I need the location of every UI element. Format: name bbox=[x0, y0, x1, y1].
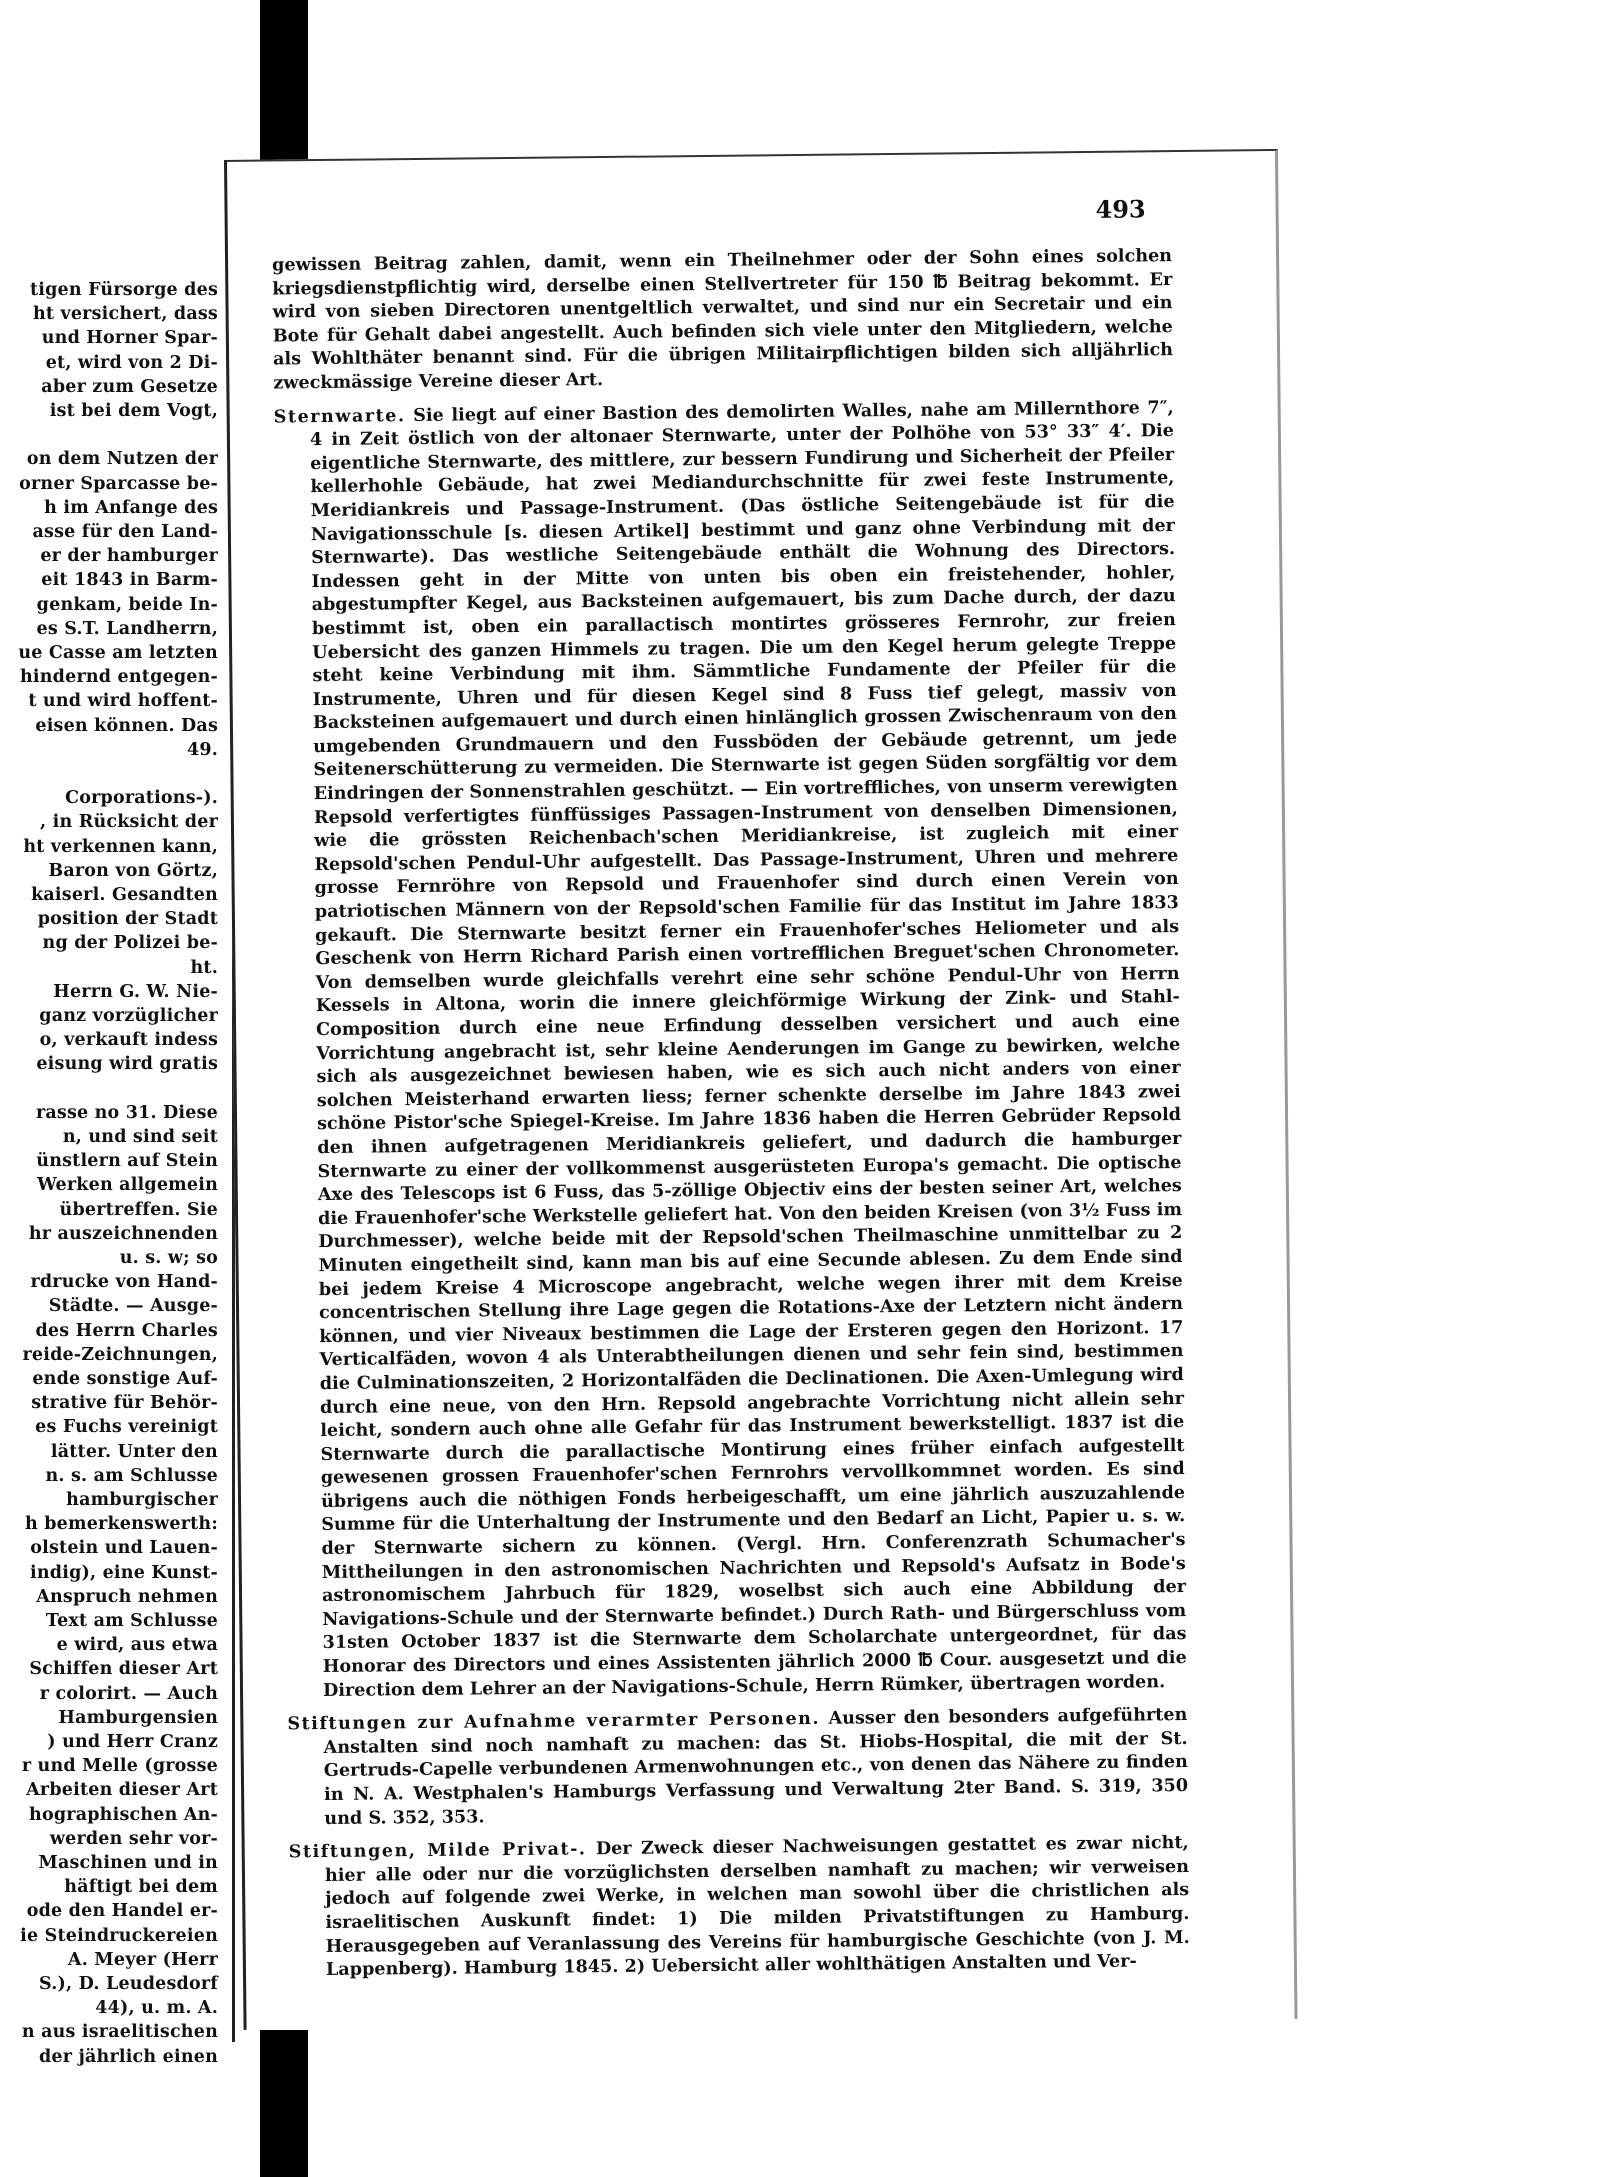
left-page-line: Hamburgensien bbox=[58, 1707, 218, 1728]
left-page-line: tigen Fürsorge des bbox=[29, 280, 218, 300]
left-page-line: hr auszeichnenden bbox=[28, 1223, 218, 1244]
left-page-line: werden sehr vor- bbox=[49, 1828, 218, 1849]
binding-strip-bottom bbox=[260, 2030, 308, 2177]
left-page-line: e wird, aus etwa bbox=[56, 1635, 218, 1656]
left-page-line: ende sonstige Auf- bbox=[32, 1369, 218, 1389]
left-page-line: Maschinen und in bbox=[38, 1853, 218, 1873]
left-page-line: eit 1843 in Barm- bbox=[41, 570, 218, 591]
left-page-line: hamburgischer bbox=[66, 1490, 218, 1510]
left-page-line: u. s. w; so bbox=[119, 1248, 218, 1268]
entry-heading: Stiftungen zur Aufnahme verarmter Personen. bbox=[287, 1708, 821, 1735]
left-page-line: o, verkauft indess bbox=[39, 1030, 218, 1051]
left-page-line: ie Steindruckereien bbox=[20, 1925, 218, 1946]
left-page-line: ht versichert, dass bbox=[32, 304, 218, 325]
left-page-line: reide-Zeichnungen, bbox=[22, 1344, 218, 1365]
right-page bbox=[224, 149, 1298, 2030]
left-page-line: Arbeiten dieser Art bbox=[26, 1780, 218, 1801]
entry-heading: Sternwarte. bbox=[273, 404, 406, 428]
entry-heading: Stiftungen, Milde Privat-. bbox=[288, 1838, 587, 1863]
left-page-line: r colorirt. — Auch bbox=[39, 1683, 218, 1704]
left-page-line: 44), u. m. A. bbox=[95, 1998, 218, 2019]
left-page-line: ue Casse am letzten bbox=[18, 643, 218, 663]
left-page-line: r und Melle (grosse bbox=[21, 1756, 218, 1777]
left-page-line: der jährlich einen bbox=[38, 2046, 218, 2067]
left-page-line: ist bei dem Vogt, bbox=[49, 401, 218, 421]
left-page-line: h bemerkenswerth: bbox=[25, 1514, 218, 1535]
left-page-line: , in Rücksicht der bbox=[40, 812, 218, 833]
left-page-line: orner Sparcasse be- bbox=[19, 473, 218, 494]
entry-body: Sie liegt auf einer Bastion des demolirten Walles, nahe am Millernthore 7″, 4 in Zeit östlich von der altonaer Sternwarte, unter der Polhöhe von 53° 33″ 4′. Die eigentliche Sternwarte, des mittlere, zur bessern Fundirung und Sicherheit der Pfeiler kellerhohle Gebäude, hat zwei Mediandurchschnitte für zwei feste Instrumente, Meridiankreis und Passage-Instrument. (Das östliche Seitengebäude ist für die Navigationsschule [s. diesen Artikel] bestimmt und ganz ohne Verbindung mit der Sternwarte). Das westliche Seitengebäude enthält die Wohnung des Directors. Indessen geht in der Mitte von unten bis oben ein freistehender, hohler, abgestumpfter Kegel, aus Backsteinen aufgemauert, bis zum Dache durch, der dazu bestimmt ist, oben ein parallactisch montirtes grösseres Fernrohr, zur freien Uebersicht des ganzen Himmels zu tragen. Die um den Kegel herum gelegte Treppe steht keine Verbindung mit ihm. Sämmtliche Fundamente der Pfeiler für die Instrumente, Uhren und für diesen Kegel sind 8 Fuss tief gelegt, massiv von Backsteinen aufgemauert und durch einen hinlänglich grossen Zwischenraum von den umgebenden Grundmauern und den Fussböden der Gebäude getrennt, um jede Seitenerschütterung zu vermeiden. Die Sternwarte ist gegen Süden sorgfältig vor dem Eindringen der Sonnenstrahlen geschützt. — Ein vortreffliches, von unserm verewigten Repsold verfertigtes fünffüssiges Passagen-Instrument von denselben Dimensionen, wie die grössten Reichenbach'schen Meridiankreise, ist zugleich mit einer Repsold'schen Pendul-Uhr aufgestellt. Das Passage-Instrument, Uhren und mehrere grosse Fernröhre von Repsold und Frauenhofer sind durch einen Verein von patriotischen Männern von der Repsold'schen Familie für das Institut im Jahre 1833 gekauft. Die Sternwarte besitzt ferner ein Frauenhofer'sches Heliometer und als Geschenk von Herrn Richard Parish einen vortrefflichen Breguet'schen Chronometer. Von demselben wurde gleichfalls verehrt eine sehr schöne Pendul-Uhr von Herrn Kessels in Altona, worin die innere gleichförmige Wirkung der Zink- und Stahl-Composition durch eine neue Erfindung desselben versichert und auch eine Vorrichtung angebracht ist, sehr kleine Aenderungen im Gange zu bewirken, welche sich als ausgezeichnet bewiesen haben, wie es sich auch nicht anders von einer solchen Meisterhand erwarten liess; ferner schenkte derselbe im Jahre 1843 zwei schöne Pistor'sche Spiegel-Kreise. Im Jahre 1836 haben die Herren Gebrüder Repsold den ihnen aufgetragenen Meridiankreis geliefert, und dadurch die hamburger Sternwarte zu einer der vollkommenst ausgerüsteten Europa's gemacht. Die optische Axe des Telescops ist 6 Fuss, das 5-zöllige Objectiv eins der besten seiner Art, welches die Frauenhofer'sche Werkstelle geliefert hat. Von den beiden Kreisen (von 3½ Fuss im Durchmesser), welche beide mit der Repsold'schen Theilmaschine unmittelbar zu 2 Minuten eingetheilt sind, kann man bis auf eine Secunde ablesen. Zu dem Ende sind bei jedem Kreise 4 Microscope angebracht, welche wegen ihrer mit dem Kreise concentrischen Stellung ihre Lage gegen die Rotations-Axe der Letztern nicht ändern können, und vier Niveaux bestimmen die Lage der Ersteren gegen den Horizont. 17 Verticalfäden, wovon 4 als Unterabtheilungen dienen und sehr fein sind, bestimmen die Culminationszeiten, 2 Horizontalfäden die Declinationen. Die Axen-Umlegung wird durch eine neue, von den Hrn. Repsold angebrachte Vorrichtung nicht allein sehr leicht, sondern auch ohne alle Gefahr für das Instrument bewerkstelligt. 1837 ist die Sternwarte durch die parallactische Montirung eines früher einfach aufgestellt gewesenen grossen Frauenhofer'schen Fernrohrs vervollkommnet worden. Es sind übrigens auch die nöthigen Fonds herbeigeschafft, um eine jährlich auszuzahlende Summe für die Unterhaltung der Instrumente und den Bedarf an Licht, Papier u. s. w. der Sternwarte sichern zu können. (Vergl. Hrn. Conferenzrath Schumacher's Mittheilungen in den astronomischen Nachrichten und Repsold's Aufsatz in Bode's astronomischem Jahrbuch für 1829, woselbst sich auch eine Abbildung der Navigations-Schule und der Sternwarte befindet.) Durch Rath- und Bürgerschluss vom 31sten October 1837 ist die Sternwarte dem Scholarchate untergeordnet, für das Honorar des Directors und eines Assistenten jährlich 2000 ℔ Cour. ausgesetzt und die Direction dem Lehrer an der Navigations-Schule, Herrn Rümker, übertragen worden. bbox=[309, 396, 1187, 1701]
left-page-line: Corporations-). bbox=[65, 788, 218, 809]
left-page-line: indig), eine Kunst- bbox=[30, 1562, 218, 1583]
left-page-line: er der hamburger bbox=[40, 546, 218, 567]
left-page-line: ganz vorzüglicher bbox=[39, 1006, 218, 1026]
left-page-line: S.), D. Leudesdorf bbox=[39, 1974, 218, 1994]
left-page-line: ünstlern auf Stein bbox=[36, 1151, 218, 1172]
left-page-line: und Horner Spar- bbox=[41, 328, 218, 349]
left-page-line: lätter. Unter den bbox=[50, 1441, 218, 1462]
left-page-line: n aus israelitischen bbox=[21, 2022, 218, 2043]
left-page-line: kaiserl. Gesandten bbox=[31, 885, 218, 905]
left-page-line: 49. bbox=[186, 739, 218, 760]
left-page-line: ht. bbox=[190, 957, 218, 978]
left-page-line: asse für den Land- bbox=[32, 522, 218, 542]
left-page-line: aber zum Gesetze bbox=[41, 376, 218, 397]
entry-stiftungen-milde bbox=[289, 1831, 1190, 1982]
left-page bbox=[0, 184, 235, 2067]
entry-body: Ausser den besonders aufgeführten Anstalten sind noch namhaft zu machen: das St. Hiobs-Hospital, die mit der St. Gertruds-Capelle verbundenen Armenwohnungen etc., von denen das Nähere zu finden in N. A. Westphalen's Hamburgs Verfassung und Verwaltung 2ter Band. S. 319, 350 und S. 352, 353. bbox=[323, 1704, 1189, 1829]
left-page-line: Anspruch nehmen bbox=[36, 1586, 218, 1607]
intro-paragraph: gewissen Beitrag zahlen, damit, wenn ein Theilnehmer oder der Sohn eines solchen kriegsdienstpflichtig wird, derselbe einen Stellvertreter für 150 ℔ Beitrag bekommt. Er wird von sieben Directoren unentgeltlich verwaltet, und sind nur ein Secretair und ein Bote für Gehalt dabei angestellt. Auch befinden sich viele unter den Mitgliedern, welche als Wohlthäter benannt sind. Für die übrigen Militairpflichtigen bilden sich alljährlich zweckmässige Vereine dieser Art. bbox=[271, 245, 1174, 394]
left-page-line: eisen können. Das bbox=[35, 715, 218, 736]
left-page-line: genkam, beide In- bbox=[36, 594, 218, 615]
left-page-line: position der Stadt bbox=[37, 909, 218, 930]
left-page-line: et, wird von 2 Di- bbox=[45, 352, 218, 373]
left-page-line: h im Anfange des bbox=[44, 497, 218, 518]
entry-stiftungen-verarmte bbox=[287, 1703, 1188, 1830]
left-page-line: t und wird hoffent- bbox=[28, 691, 218, 712]
left-page-line: übertreffen. Sie bbox=[59, 1199, 218, 1220]
left-page-line: hographischen An- bbox=[29, 1804, 218, 1825]
left-page-line: es Fuchs vereinigt bbox=[35, 1417, 218, 1438]
left-page-line: n. s. am Schlusse bbox=[45, 1465, 218, 1486]
left-page-line: ) und Herr Cranz bbox=[47, 1732, 218, 1752]
left-page-line: Baron von Görtz, bbox=[48, 860, 218, 881]
page-text bbox=[272, 244, 1190, 1982]
left-page-line: A. Meyer (Herr bbox=[67, 1949, 218, 1970]
left-page-line: olstein und Lauen- bbox=[30, 1538, 218, 1559]
left-page-line: Herrn G. W. Nie- bbox=[53, 981, 218, 1002]
left-page-line: Städte. — Ausge- bbox=[48, 1296, 218, 1317]
left-page-line: Werken allgemein bbox=[37, 1175, 218, 1196]
left-page-line: es S.T. Landherrn, bbox=[36, 618, 218, 639]
left-page-line: ht verkennen kann, bbox=[23, 836, 218, 857]
left-page-line: ode den Handel er- bbox=[26, 1901, 218, 1922]
left-page-line: on dem Nutzen der bbox=[26, 449, 218, 470]
left-page-line: hindernd entgegen- bbox=[19, 667, 218, 688]
left-page-line: Text am Schlusse bbox=[45, 1611, 218, 1631]
left-page-line: n, und sind seit bbox=[62, 1127, 218, 1147]
left-page-line: ng der Polizei be- bbox=[42, 933, 218, 954]
left-page-line: des Herrn Charles bbox=[35, 1320, 218, 1341]
left-page-line: strative für Behör- bbox=[31, 1393, 218, 1414]
left-page-line: eisung wird gratis bbox=[36, 1054, 218, 1075]
entry-sternwarte bbox=[274, 396, 1188, 1703]
left-page-line: Schiffen dieser Art bbox=[29, 1659, 218, 1680]
left-page-line: häftigt bei dem bbox=[64, 1877, 218, 1898]
left-page-line: rdrucke von Hand- bbox=[30, 1272, 218, 1293]
left-page-line: rasse no 31. Diese bbox=[35, 1102, 218, 1123]
entry-body: Der Zweck dieser Nachweisungen gestattet es zwar nicht, hier alle oder nur die vorzüglichsten derselben namhaft zu machen; wir verweisen jedoch auf folgende zwei Werke, in welchen man sowohl über die christlichen als israelitischen Auskunft findet: 1) Die milden Privatstiftungen zu Hamburg. Herausgegeben auf Veranlassung des Vereins für hamburgische Geschichte (von J. M. Lappenberg). Hamburg 1845. 2) Uebersicht aller wohlthätigen Anstalten und Ver- bbox=[324, 1832, 1190, 1981]
page-number: 493 bbox=[1095, 194, 1146, 224]
